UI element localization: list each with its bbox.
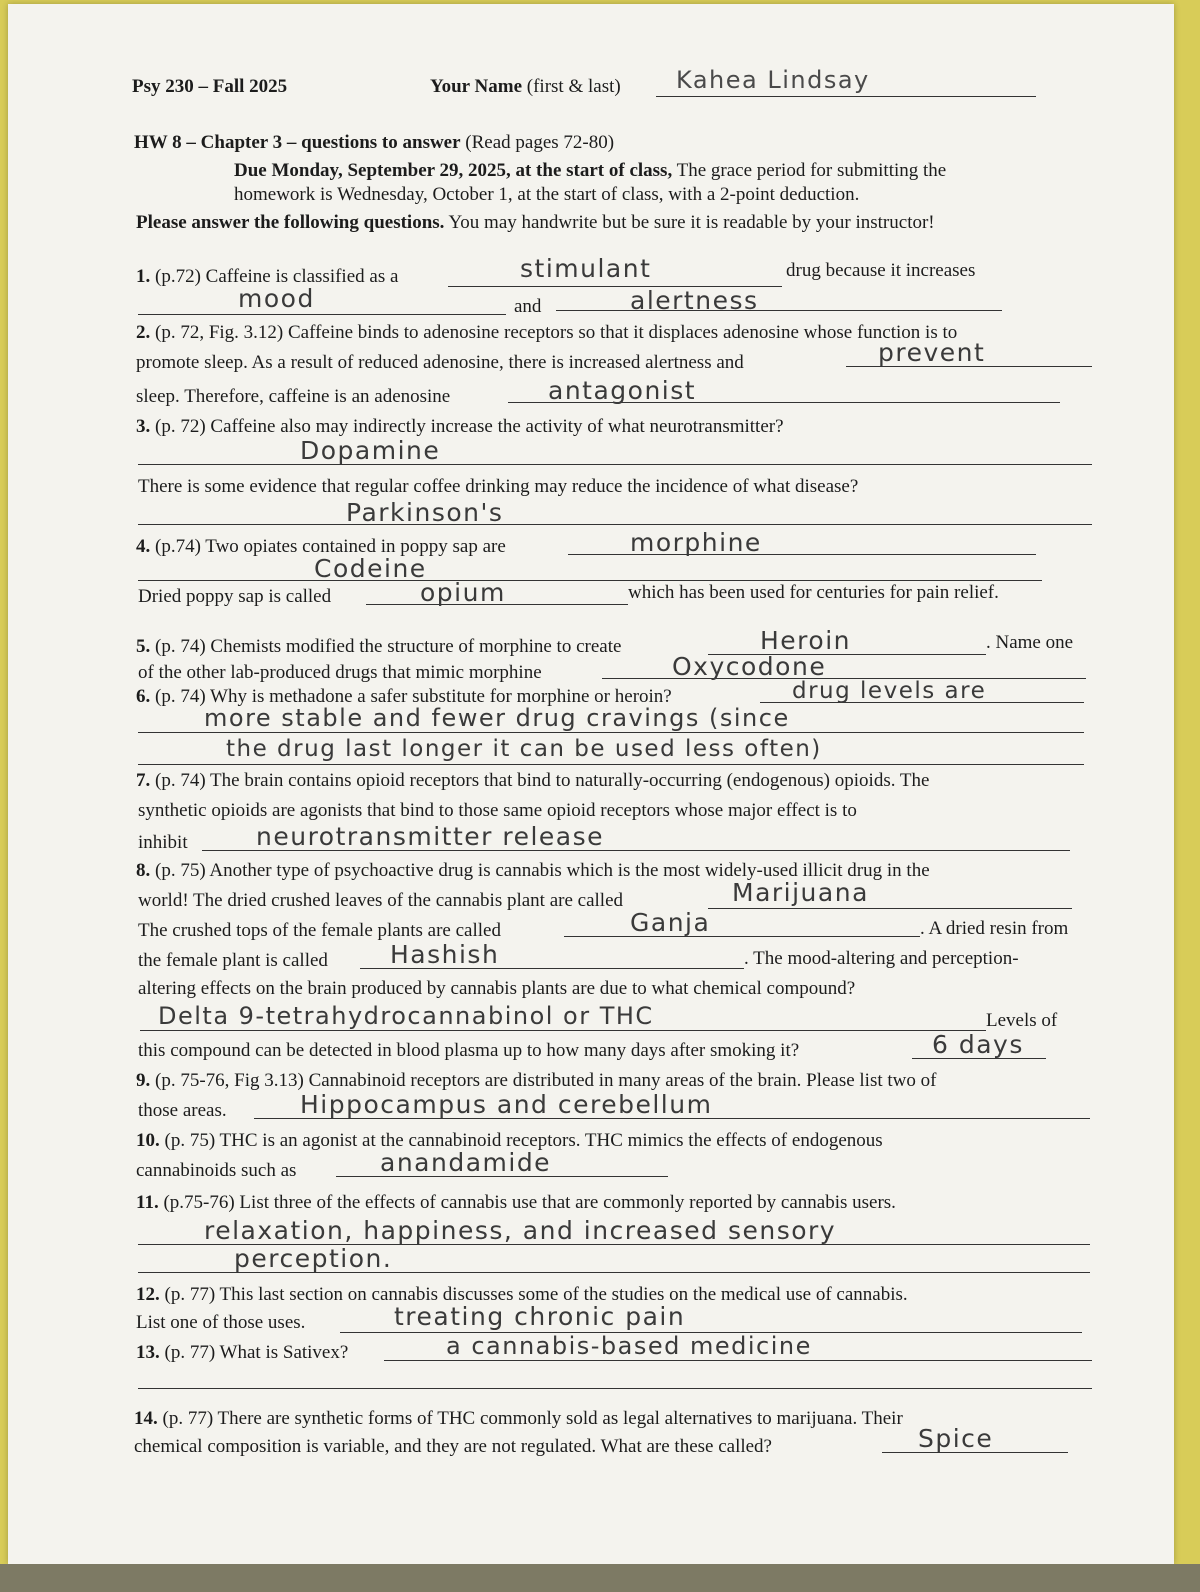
course-label: Psy 230 – Fall 2025 xyxy=(132,76,288,97)
q13-answer: a cannabis-based medicine xyxy=(446,1332,812,1360)
q3-blank-1[interactable] xyxy=(138,464,1092,465)
q3-number: 3. xyxy=(136,416,151,437)
q1-text-b: drug because it increases xyxy=(786,260,976,281)
q7-number: 7. xyxy=(136,770,151,791)
q1-and: and xyxy=(514,296,542,317)
q6-prompt-1: (p. 74) Why is methadone a safer substitute for morphine or heroin? xyxy=(155,686,672,707)
q11-prompt-1: (p.75-76) List three of the effects of cannabis use that are commonly reported by cannabis users. xyxy=(163,1192,896,1213)
q4-answer-1: morphine xyxy=(630,528,762,557)
q2-line-1 xyxy=(136,322,957,344)
q6-answer-3: the drug last longer it can be used less often) xyxy=(226,736,822,762)
q4-number: 4. xyxy=(136,536,151,557)
q7-answer: neurotransmitter release xyxy=(256,822,605,851)
q1-answer-2: mood xyxy=(238,284,315,313)
q9-line-1 xyxy=(136,1070,936,1092)
q8-line-6b: Levels of xyxy=(986,1010,1058,1031)
q2-line-3: sleep. Therefore, caffeine is an adenosine xyxy=(136,386,451,407)
q6-number: 6. xyxy=(136,686,151,707)
q9-prompt-1: (p. 75-76, Fig 3.13) Cannabinoid receptors are distributed in many areas of the brain. Please list two of xyxy=(155,1070,937,1091)
q10-line-2: cannabinoids such as xyxy=(136,1160,297,1181)
q5-line-2: of the other lab-produced drugs that mimic morphine xyxy=(138,662,542,683)
q12-number: 12. xyxy=(136,1284,160,1305)
q5-answer-1: Heroin xyxy=(760,626,851,655)
q14-line-1 xyxy=(134,1408,903,1430)
q10-number: 10. xyxy=(136,1130,160,1151)
name-answer: Kahea Lindsay xyxy=(676,66,870,94)
q6-answer-1: drug levels are xyxy=(792,678,987,704)
q8-answer-5: 6 days xyxy=(932,1030,1024,1059)
q11-answer-2: perception. xyxy=(234,1244,393,1273)
hw-title xyxy=(134,132,614,154)
q11-number: 11. xyxy=(136,1192,159,1213)
q10-answer: anandamide xyxy=(380,1148,552,1177)
q8-line-3b: . A dried resin from xyxy=(920,918,1069,939)
q8-line-5: altering effects on the brain produced by cannabis plants are due to what chemical compound? xyxy=(138,978,856,999)
q4-answer-2: Codeine xyxy=(314,554,427,583)
q5-number: 5. xyxy=(136,636,151,657)
instructions-rest: You may handwrite but be sure it is readable by your instructor! xyxy=(448,212,935,233)
q8-blank-2[interactable] xyxy=(564,936,920,937)
q8-line-4a: the female plant is called xyxy=(138,950,328,971)
q4-answer-3: opium xyxy=(420,578,506,607)
q6-blank-2[interactable] xyxy=(138,732,1084,733)
q14-line-2: chemical composition is variable, and they are not regulated. What are these called? xyxy=(134,1436,772,1457)
q7-line-3: inhibit xyxy=(138,832,188,853)
q8-answer-2: Ganja xyxy=(630,908,711,937)
table-surface xyxy=(0,1564,1200,1592)
q13-blank-2[interactable] xyxy=(138,1388,1092,1389)
q4-line-2b: which has been used for centuries for pain relief. xyxy=(628,582,999,603)
q7-line-1 xyxy=(136,770,929,792)
q1-answer-1: stimulant xyxy=(520,254,652,283)
q3-blank-2[interactable] xyxy=(138,524,1092,525)
q8-blank-4[interactable] xyxy=(140,1030,986,1031)
due-date-bold: Due Monday, September 29, 2025, at the start of class, xyxy=(234,160,673,181)
q13-blank[interactable] xyxy=(384,1360,1092,1361)
q8-line-7: this compound can be detected in blood plasma up to how many days after smoking it? xyxy=(138,1040,800,1061)
q2-line-2: promote sleep. As a result of reduced adenosine, there is increased alertness and xyxy=(136,352,744,373)
q6-blank-3[interactable] xyxy=(138,764,1084,765)
q11-answer-1: relaxation, happiness, and increased sensory xyxy=(204,1216,837,1245)
q12-prompt-1: (p. 77) This last section on cannabis discusses some of the studies on the medical use of cannabis. xyxy=(164,1284,908,1305)
q3-line-2: There is some evidence that regular coffee drinking may reduce the incidence of what disease? xyxy=(138,476,859,497)
q7-line-2: synthetic opioids are agonists that bind to those same opioid receptors whose major effect is to xyxy=(138,800,857,821)
q1-blank-2[interactable] xyxy=(138,314,506,315)
instructions xyxy=(136,212,935,234)
q3-line-1 xyxy=(136,416,784,438)
q1-number: 1. xyxy=(136,266,151,287)
due-line xyxy=(234,160,946,182)
due-grace: The grace period for submitting the xyxy=(676,160,947,181)
q1-prompt: (p.72) Caffeine is classified as a xyxy=(155,266,399,287)
q8-answer-4: Delta 9-tetrahydrocannabinol or THC xyxy=(158,1002,654,1030)
due-line-2: homework is Wednesday, October 1, at the start of class, with a 2-point deduction. xyxy=(234,184,860,205)
q8-line-4b: . The mood-altering and perception- xyxy=(744,948,1019,969)
q12-answer: treating chronic pain xyxy=(394,1302,686,1331)
q5-line-1b: . Name one xyxy=(986,632,1074,653)
name-hint: (first & last) xyxy=(526,76,621,97)
q5-answer-2: Oxycodone xyxy=(672,652,827,681)
q8-line-3a: The crushed tops of the female plants are called xyxy=(138,920,501,941)
q4-blank-2[interactable] xyxy=(138,580,1042,581)
hw-title-pages: (Read pages 72-80) xyxy=(465,132,615,153)
q13-number: 13. xyxy=(136,1342,160,1363)
q9-line-2: those areas. xyxy=(138,1100,227,1121)
q4-line-2a: Dried poppy sap is called xyxy=(138,586,332,607)
q2-answer-2: antagonist xyxy=(548,376,697,405)
q6-answer-2: more stable and fewer drug cravings (since xyxy=(204,704,790,732)
q14-number: 14. xyxy=(134,1408,158,1429)
q2-prompt-1: (p. 72, Fig. 3.12) Caffeine binds to adenosine receptors so that it displaces adenosine whose function is to xyxy=(155,322,958,343)
q2-answer-1: prevent xyxy=(878,338,986,367)
q8-prompt-1: (p. 75) Another type of psychoactive drug is cannabis which is the most widely-used illicit drug in the xyxy=(155,860,930,881)
q12-line-2: List one of those uses. xyxy=(136,1312,306,1333)
q14-prompt-1: (p. 77) There are synthetic forms of THC commonly sold as legal alternatives to marijuana. Their xyxy=(162,1408,903,1429)
q2-number: 2. xyxy=(136,322,151,343)
q14-answer: Spice xyxy=(918,1424,994,1453)
q9-answer: Hippocampus and cerebellum xyxy=(300,1090,713,1119)
name-label-bold: Your Name xyxy=(430,76,523,97)
q11-line-1 xyxy=(136,1192,896,1214)
q5-prompt-1: (p. 74) Chemists modified the structure of morphine to create xyxy=(155,636,622,657)
q8-blank-1[interactable] xyxy=(708,908,1072,909)
q3-answer-2: Parkinson's xyxy=(346,498,504,527)
instructions-bold: Please answer the following questions. xyxy=(136,212,445,233)
q1-blank-3[interactable] xyxy=(556,310,1002,311)
q13-prompt-1: (p. 77) What is Sativex? xyxy=(164,1342,349,1363)
hw-title-bold: HW 8 – Chapter 3 – questions to answer xyxy=(134,132,461,153)
q4-prompt-1: (p.74) Two opiates contained in poppy sap are xyxy=(155,536,506,557)
worksheet-page xyxy=(8,4,1174,1564)
q8-answer-3: Hashish xyxy=(390,940,500,969)
q8-number: 8. xyxy=(136,860,151,881)
q8-answer-1: Marijuana xyxy=(732,878,869,907)
q13-line-1 xyxy=(136,1342,348,1364)
name-label xyxy=(430,76,621,98)
q5-line-1 xyxy=(136,636,621,658)
q7-prompt-1: (p. 74) The brain contains opioid receptors that bind to naturally-occurring (endogenous) opioids. The xyxy=(155,770,930,791)
q3-prompt-1: (p. 72) Caffeine also may indirectly increase the activity of what neurotransmitter? xyxy=(155,416,784,437)
q8-line-2: world! The dried crushed leaves of the cannabis plant are called xyxy=(138,890,624,911)
q3-answer-1: Dopamine xyxy=(300,436,441,465)
q10-prompt-1: (p. 75) THC is an agonist at the cannabinoid receptors. THC mimics the effects of endogenous xyxy=(164,1130,883,1151)
q9-number: 9. xyxy=(136,1070,151,1091)
q1-answer-3: alertness xyxy=(630,286,759,315)
name-blank[interactable] xyxy=(656,96,1036,97)
